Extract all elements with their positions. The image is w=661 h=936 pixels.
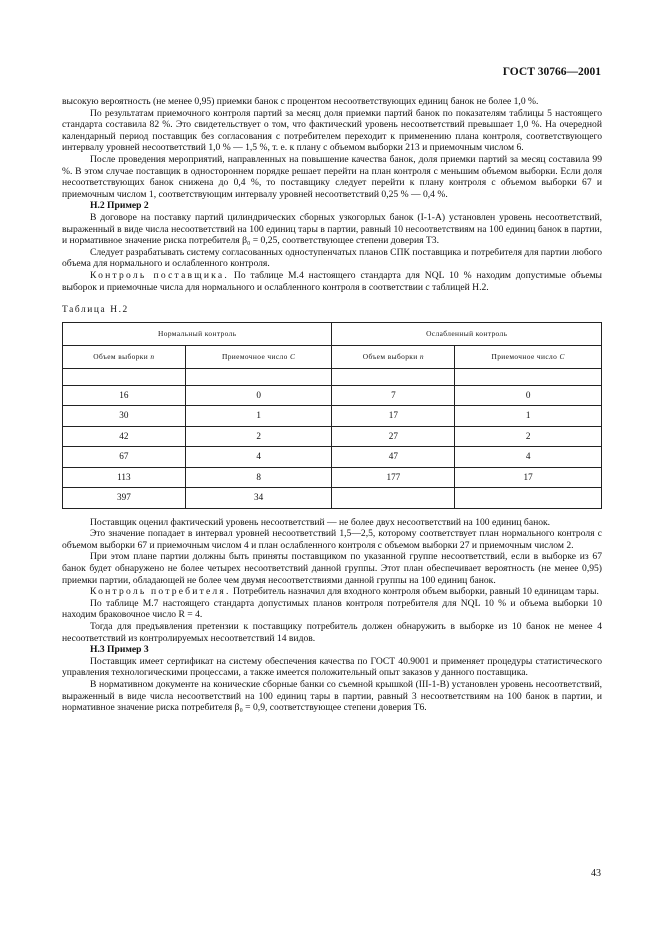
paragraph: Тогда для предъявления претензии к поставщику потребитель должен обнаружить в выборке из 10 банок не менее 4 несоответствий из контролируемых несоответствий 14 видов. <box>62 621 602 644</box>
paragraph: По результатам приемочного контроля партий за месяц доля приемки партий банок по показателям таблицы 5 настоящего стандарта составила 82 %. Это свидетельствует о том, что фактический уровень несоответствий превышает 1,0 %. На очередной календарный период поставщик без согласования с потребителем переходит к применению плана контроля, соответствующего интервалу уровней несоответствий 1,0 % — 1,5 %, т. е. к плану с объемом выборки 213 и приемочным числом 6. <box>62 107 602 154</box>
document-body <box>62 96 602 714</box>
paragraph: После проведения мероприятий, направленных на повышение качества банок, доля приемки партий за месяц составила 99 %. В этом случае поставщик в одностороннем порядке решает перейти на план контроля с меньшим объемом выборки. Если доля несоответствующих банок снижена до 0,4 %, то поставщику следует перейти к плану контроля с объемом выборки 67 и приемочным числом 1, соответствующим интервалу уровней несоответствий 0,25 % — 0,4 %. <box>62 153 602 200</box>
table-cell <box>185 368 332 385</box>
table-cell: 4 <box>185 447 332 468</box>
table-row <box>63 406 602 427</box>
paragraph: высокую вероятность (не менее 0,95) приемки банок с процентом несоответствующих единиц банок не более 1,0 %. <box>62 96 539 107</box>
table-cell: 2 <box>185 426 332 447</box>
table-row <box>63 426 602 447</box>
table-cell: 30 <box>63 406 186 427</box>
paragraph: В нормативном документе на конические сборные банки со съемной крышкой (III-1-В) установлен уровень несоответствий, выраженный в виде числа несоответствий на 100 единиц тары в партии, равный 3 несоответствиям на 100 банок в партии, и нормативное значение риска потребителя β₀ = 0,9, соответствующее степени доверия Т6. <box>62 679 602 714</box>
table-cell: 47 <box>332 447 455 468</box>
table-cell <box>455 488 602 509</box>
page-number: 43 <box>591 868 601 879</box>
table-cell: 34 <box>185 488 332 509</box>
spaced-label: Контроль поставщика. <box>90 269 229 281</box>
paragraph: При этом плане партии должны быть приняты поставщиком по указанной группе несоответствий, если в выборке из 67 банок будет обнаружено не более четырех несоответствий данной группы. Этот план обеспечивает вероятность (не менее 0,95) приемки партии, обладающей не более чем двумя несоответствиями данной группы на 100 единиц банок. <box>62 551 602 586</box>
table-cell: 113 <box>63 467 186 488</box>
table-cell: 4 <box>455 447 602 468</box>
table-cell <box>63 368 186 385</box>
table-cell: 16 <box>63 385 186 406</box>
table-cell: 0 <box>185 385 332 406</box>
table-cell: 1 <box>185 406 332 427</box>
table-row <box>63 385 602 406</box>
table-group-header: Нормальный контроль <box>63 322 332 345</box>
table-cell: 2 <box>455 426 602 447</box>
table-cell: 17 <box>455 467 602 488</box>
paragraph: По таблице М.7 настоящего стандарта допустимых планов контроля потребителя для NQL 10 % и объема выборки 10 находим браковочное число R = 4. <box>62 597 602 621</box>
table-cell: 0 <box>455 385 602 406</box>
section-heading: Н.3 Пример 3 <box>90 644 149 656</box>
paragraph: Следует разрабатывать систему согласованных одноступенчатых планов СПК поставщика и потребителя для партии любого объема для нормального и ослабленного контроля. <box>62 246 602 270</box>
document-header: ГОСТ 30766—2001 <box>502 66 601 78</box>
table-cell: 177 <box>332 467 455 488</box>
paragraph-text: По таблице М.4 настоящего стандарта для NQL 10 % находим допустимые объемы выборок и приемочные числа для нормального и ослабленного контроля в соответствии с таблицей Н.2. <box>62 269 602 293</box>
table-cell: 17 <box>332 406 455 427</box>
table-cell <box>455 368 602 385</box>
table-group-header: Ослабленный контроль <box>332 322 602 345</box>
paragraph: Поставщик имеет сертификат на систему обеспечения качества по ГОСТ 40.9001 и применяет процедуры статистического управления технологическими процессами, а также имеется положительный опыт заказов у данного поставщика. <box>62 655 602 679</box>
table-cell: 1 <box>455 406 602 427</box>
table-cell <box>332 488 455 509</box>
table-cell: 67 <box>63 447 186 468</box>
table-column-header: Приемочное число C <box>185 345 332 368</box>
paragraph: Это значение попадает в интервал уровней несоответствий 1,5—2,5, которому соответствует план нормального контроля с объемом выборки 67 и приемочным числом 4 и план ослабленного контроля с объемом выборки 27 и приемочным числом 2. <box>62 528 602 551</box>
paragraph <box>62 270 602 293</box>
table-row <box>63 447 602 468</box>
section-heading: Н.2 Пример 2 <box>90 200 149 212</box>
paragraph <box>62 586 602 598</box>
table-cell: 8 <box>185 467 332 488</box>
table-cell: 42 <box>63 426 186 447</box>
table-cell: 397 <box>63 488 186 509</box>
table-cell: 27 <box>332 426 455 447</box>
spaced-label: Контроль потребителя. <box>90 586 231 598</box>
paragraph-text: Потребитель назначил для входного контроля объем выборки, равный 10 единицам тары. <box>230 586 599 598</box>
table-column-header: Объем выборки n <box>63 345 186 368</box>
table-caption: Таблица Н.2 <box>62 305 129 316</box>
table-cell: 7 <box>332 385 455 406</box>
table-column-header: Объем выборки n <box>332 345 455 368</box>
table-row <box>63 488 602 509</box>
paragraph: Поставщик оценил фактический уровень несоответствий — не более двух несоответствий на 100 единиц банок. <box>90 516 551 528</box>
paragraph: В договоре на поставку партий цилиндрических сборных узкогорлых банок (I-1-А) установлен уровень несоответствий, выраженный в виде числа несоответствий на 100 единиц тары в партии, равный 10 несоответствиям на 100 единиц банок в партии, и нормативное значение риска потребителя β₀ = 0,25, соответствующее степени доверия Т3. <box>62 211 602 247</box>
table-row <box>63 467 602 488</box>
table-column-header: Приемочное число C <box>455 345 602 368</box>
table-cell <box>332 368 455 385</box>
data-table <box>62 322 602 509</box>
